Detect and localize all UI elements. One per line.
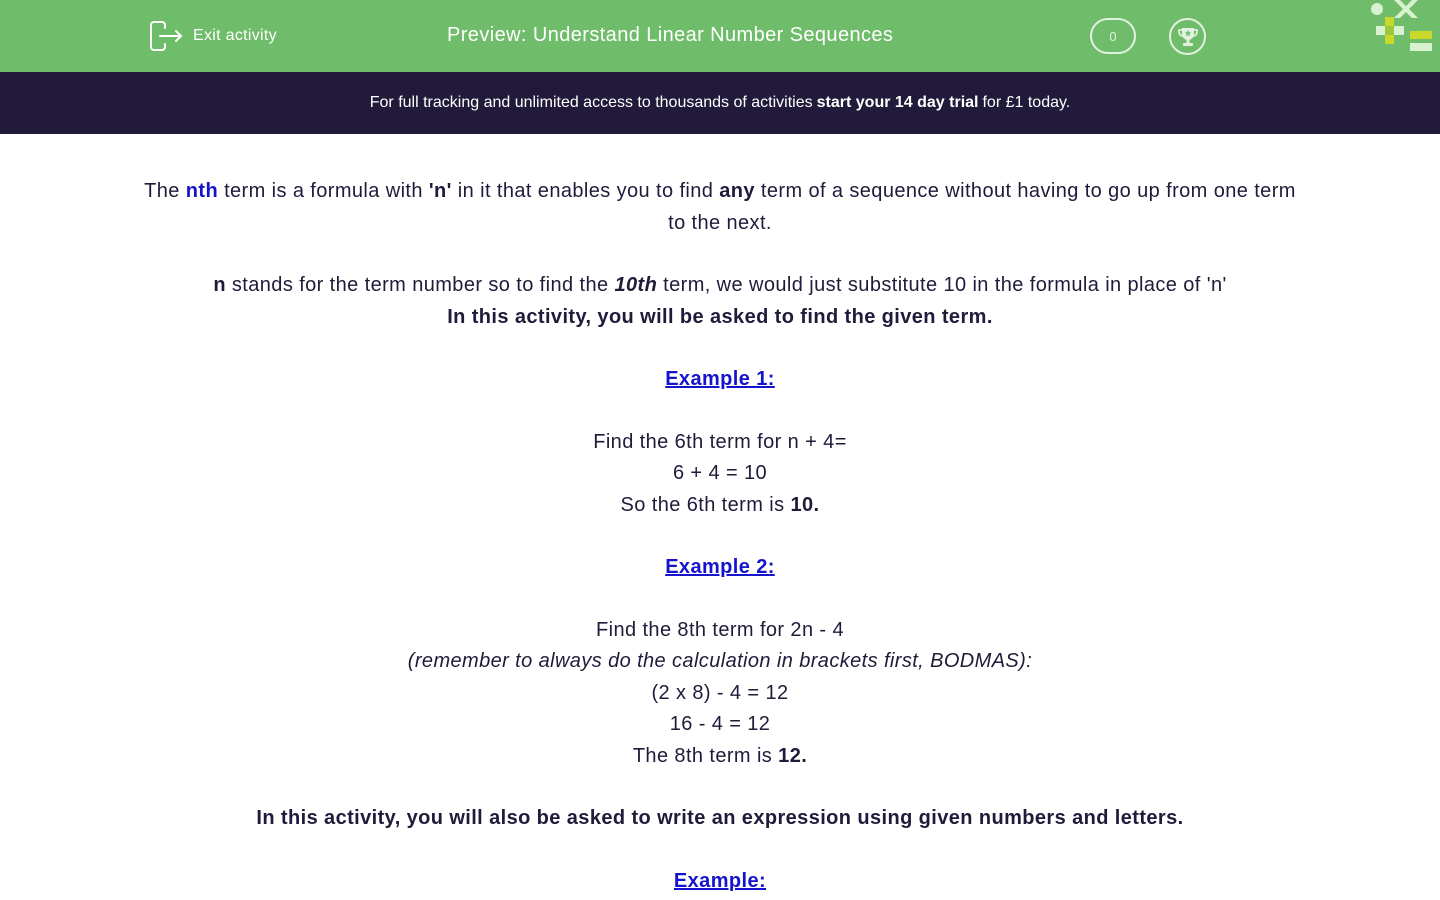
text: term of a sequence without having to go up from one term to the next.: [668, 180, 1296, 234]
nth-highlight: nth: [185, 180, 219, 202]
example-2-title: Example 2:: [665, 556, 775, 578]
example-1-title: Example 1:: [665, 368, 775, 390]
text: The: [144, 180, 180, 202]
start-trial-link[interactable]: start your 14 day trial: [816, 94, 979, 111]
trophy-button[interactable]: [1169, 18, 1206, 55]
n-bold: 'n': [428, 180, 452, 202]
intro-paragraph-1: [140, 176, 1300, 239]
text: in it that enables you to find: [457, 180, 714, 202]
intro-paragraph-2: [140, 270, 1300, 302]
text: The 8th term is: [632, 744, 773, 767]
example-2-line-4: 16 - 4 = 12: [669, 713, 771, 735]
example-2-line-5: [140, 741, 1300, 773]
text: term, we would just substitute 10 in the formula in place of 'n': [663, 274, 1227, 296]
activity-intro: [140, 176, 1300, 897]
banner-text-end: for £1 today.: [982, 94, 1071, 111]
example-2-line-3: (2 x 8) - 4 = 12: [651, 681, 789, 704]
example-1-line-1: Find the 6th term for n + 4=: [593, 430, 847, 453]
exit-icon: [149, 21, 183, 51]
example-1-line-2: 6 + 4 = 10: [672, 462, 768, 484]
answer-bold: 10.: [790, 493, 820, 516]
score-value: 0: [1109, 28, 1117, 44]
example-1-line-3: [140, 490, 1300, 522]
tenth-emphasis: 10th: [614, 274, 658, 296]
trial-banner: [0, 72, 1440, 134]
n-bold: n: [213, 274, 226, 296]
also-paragraph: In this activity, you will also be asked to write an expression using given numbers and letters.: [256, 807, 1184, 829]
answer-bold: 12.: [778, 744, 808, 767]
exit-activity-label: Exit activity: [193, 27, 277, 44]
trophy-icon: [1177, 26, 1199, 48]
example-2-line-2: (remember to always do the calculation in brackets first, BODMAS):: [407, 650, 1033, 672]
text: stands for the term number so to find the: [231, 274, 609, 296]
text: So the 6th term is: [620, 493, 785, 516]
text: term is a formula with: [224, 180, 423, 202]
score-counter: [1090, 18, 1136, 54]
top-bar: [0, 0, 1440, 72]
any-bold: any: [719, 180, 755, 202]
example-3-title: Example:: [673, 869, 767, 892]
banner-text: For full tracking and unlimited access to thousands of activities: [369, 94, 813, 111]
page-title: Preview: Understand Linear Number Sequences: [447, 24, 894, 46]
intro-paragraph-3: In this activity, you will be asked to find the given term.: [447, 305, 993, 328]
logo-icon: [1368, 0, 1440, 56]
example-2-line-1: Find the 8th term for 2n - 4: [596, 618, 844, 641]
exit-activity-button[interactable]: [149, 20, 277, 52]
